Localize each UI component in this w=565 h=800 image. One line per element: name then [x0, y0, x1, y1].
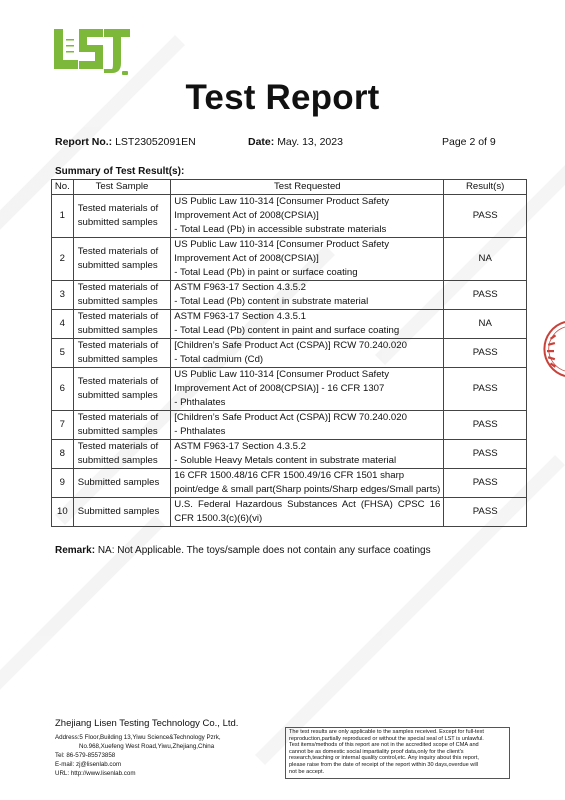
row-number: 3	[52, 281, 74, 310]
result-cell: PASS	[444, 469, 527, 498]
test-requested-cell	[171, 195, 444, 238]
page-indicator: Page 2 of 9	[442, 136, 496, 148]
test-requested-line: point/edge & small part(Sharp points/Sharp edges/Small parts)	[174, 484, 441, 495]
test-requested-cell	[171, 238, 444, 281]
telephone: Tel: 86-579-85573858	[55, 752, 116, 759]
test-sample-line: submitted samples	[77, 426, 158, 437]
test-requested-line: US Public Law 110-314 [Consumer Product Safety	[174, 239, 389, 250]
report-number-label: Report No.:	[55, 136, 113, 148]
test-sample-cell	[73, 281, 171, 310]
table-row	[52, 498, 527, 527]
test-requested-cell	[171, 339, 444, 368]
test-requested-line: - Total Lead (Pb) content in substrate material	[174, 296, 369, 307]
test-requested-line: U.S. Federal Hazardous Substances Act (FHSA) CPSC 16	[174, 499, 441, 510]
report-date-value: May. 13, 2023	[277, 136, 343, 148]
disclaimer-line: reproduction,partially reproduced or without the special seal of LST is unlawful.	[289, 735, 484, 742]
row-number: 4	[52, 310, 74, 339]
test-requested-line: Improvement Act of 2008(CPSIA)]	[174, 253, 319, 264]
disclaimer-line: The test results are only applicable to the samples received. Except for full-text	[289, 729, 484, 735]
table-row	[52, 195, 527, 238]
result-cell: PASS	[444, 195, 527, 238]
row-number: 5	[52, 339, 74, 368]
header-no: No.	[52, 180, 74, 195]
table-row	[52, 368, 527, 411]
row-number: 9	[52, 469, 74, 498]
report-title: Test Report	[185, 78, 380, 117]
result-cell: PASS	[444, 411, 527, 440]
test-requested-line: ASTM F963-17 Section 4.3.5.2	[174, 441, 306, 452]
test-sample-cell	[73, 195, 171, 238]
test-sample-cell	[73, 368, 171, 411]
test-requested-line: - Total Lead (Pb) in paint or surface coating	[174, 267, 358, 278]
test-sample-line: submitted samples	[77, 390, 158, 401]
test-sample-line: submitted samples	[77, 455, 158, 466]
test-sample-cell	[73, 238, 171, 281]
test-sample-line: Submitted samples	[77, 506, 160, 517]
disclaimer-line: please raise from the date of receipt of the report within 30 days,overdue will	[289, 761, 479, 768]
lst-logo	[52, 27, 132, 82]
row-number: 10	[52, 498, 74, 527]
test-sample-cell	[73, 440, 171, 469]
test-requested-line: 16 CFR 1500.48/16 CFR 1500.49/16 CFR 1501 sharp	[174, 470, 405, 481]
test-requested-line: CFR 1500.3(c)(6)(vi)	[174, 513, 263, 524]
test-sample-line: submitted samples	[77, 354, 158, 365]
test-sample-line: submitted samples	[77, 296, 158, 307]
test-requested-line: Improvement Act of 2008(CPSIA)] - 16 CFR 1307	[174, 383, 385, 394]
test-requested-line: [Children’s Safe Product Act (CSPA)] RCW 70.240.020	[174, 412, 407, 423]
disclaimer-line: research,teaching or internal quality control,etc. Any inquiry about this report,	[289, 755, 479, 762]
address-line-2: No.968,Xuefeng West Road,Yiwu,Zhejiang,China	[79, 743, 215, 750]
test-sample-line: submitted samples	[77, 217, 158, 228]
test-sample-line: Tested materials of	[77, 203, 159, 214]
test-requested-cell	[171, 368, 444, 411]
result-cell: PASS	[444, 281, 527, 310]
result-cell: NA	[444, 238, 527, 281]
test-sample-cell	[73, 498, 171, 527]
results-body	[52, 195, 527, 527]
website-url: URL: http://www.lisenlab.com	[55, 770, 136, 777]
report-number	[55, 136, 196, 148]
header-test-sample: Test Sample	[73, 180, 171, 195]
test-requested-line: ASTM F963-17 Section 4.3.5.2	[174, 282, 306, 293]
table-row	[52, 310, 527, 339]
test-sample-cell	[73, 339, 171, 368]
remark	[55, 545, 431, 556]
row-number: 8	[52, 440, 74, 469]
table-header-row	[52, 180, 527, 195]
row-number: 1	[52, 195, 74, 238]
table-row	[52, 339, 527, 368]
test-sample-line: Tested materials of	[77, 282, 159, 293]
test-requested-cell	[171, 498, 444, 527]
remark-text: NA: Not Applicable. The toys/sample does not contain any surface coatings	[97, 545, 431, 556]
result-cell: NA	[444, 310, 527, 339]
table-row	[52, 469, 527, 498]
test-requested-line: - Total Lead (Pb) in accessible substrate materials	[174, 224, 387, 235]
test-requested-line: - Phthalates	[174, 397, 226, 408]
table-row	[52, 281, 527, 310]
table-row	[52, 440, 527, 469]
result-cell: PASS	[444, 498, 527, 527]
test-requested-cell	[171, 469, 444, 498]
test-requested-cell	[171, 310, 444, 339]
test-sample-cell	[73, 310, 171, 339]
disclaimer-line: not be accept.	[289, 768, 325, 775]
address-line-1: Address:5 Floor,Building 13,Yiwu Science&Technology Pzrk,	[55, 734, 221, 741]
test-sample-line: submitted samples	[77, 325, 158, 336]
test-sample-cell	[73, 411, 171, 440]
header-results: Result(s)	[444, 180, 527, 195]
test-requested-line: Improvement Act of 2008(CPSIA)]	[174, 210, 319, 221]
test-sample-line: Tested materials of	[77, 376, 159, 387]
test-sample-line: Submitted samples	[77, 477, 160, 488]
table-row	[52, 238, 527, 281]
result-cell: PASS	[444, 440, 527, 469]
test-sample-cell	[73, 469, 171, 498]
test-sample-line: Tested materials of	[77, 340, 159, 351]
report-date-label: Date:	[248, 136, 275, 148]
test-requested-line: [Children’s Safe Product Act (CSPA)] RCW 70.240.020	[174, 340, 407, 351]
disclaimer-line: cannot be as domestic social impartiality proof data,only for the client's	[289, 748, 464, 755]
disclaimer-box	[285, 727, 510, 779]
row-number: 7	[52, 411, 74, 440]
remark-label: Remark:	[55, 545, 96, 556]
company-seal-stamp	[538, 318, 565, 380]
test-sample-line: submitted samples	[77, 260, 158, 271]
result-cell: PASS	[444, 368, 527, 411]
report-date	[248, 136, 343, 148]
test-sample-line: Tested materials of	[77, 441, 159, 452]
row-number: 6	[52, 368, 74, 411]
test-requested-cell	[171, 281, 444, 310]
header-test-requested: Test Requested	[171, 180, 444, 195]
test-requested-line: - Total cadmium (Cd)	[174, 354, 264, 365]
test-requested-line: US Public Law 110-314 [Consumer Product Safety	[174, 369, 389, 380]
test-sample-line: Tested materials of	[77, 246, 159, 257]
table-row	[52, 411, 527, 440]
test-requested-line: - Phthalates	[174, 426, 226, 437]
summary-heading: Summary of Test Result(s):	[55, 166, 185, 177]
test-requested-line: ASTM F963-17 Section 4.3.5.1	[174, 311, 306, 322]
disclaimer-line: Test items/methods of this report are not in the accredited scope of CMA and	[289, 742, 479, 749]
test-sample-line: Tested materials of	[77, 412, 159, 423]
email: E-mail: zj@lisenlab.com	[55, 761, 122, 768]
report-number-value: LST23052091EN	[115, 136, 196, 148]
company-name: Zhejiang Lisen Testing Technology Co., Ltd.	[55, 718, 239, 729]
row-number: 2	[52, 238, 74, 281]
test-requested-line: US Public Law 110-314 [Consumer Product Safety	[174, 196, 389, 207]
test-requested-cell	[171, 440, 444, 469]
test-requested-cell	[171, 411, 444, 440]
test-requested-line: - Total Lead (Pb) content in paint and surface coating	[174, 325, 400, 336]
test-requested-line: - Soluble Heavy Metals content in substrate material	[174, 455, 397, 466]
result-cell: PASS	[444, 339, 527, 368]
test-sample-line: Tested materials of	[77, 311, 159, 322]
results-table	[51, 179, 527, 527]
